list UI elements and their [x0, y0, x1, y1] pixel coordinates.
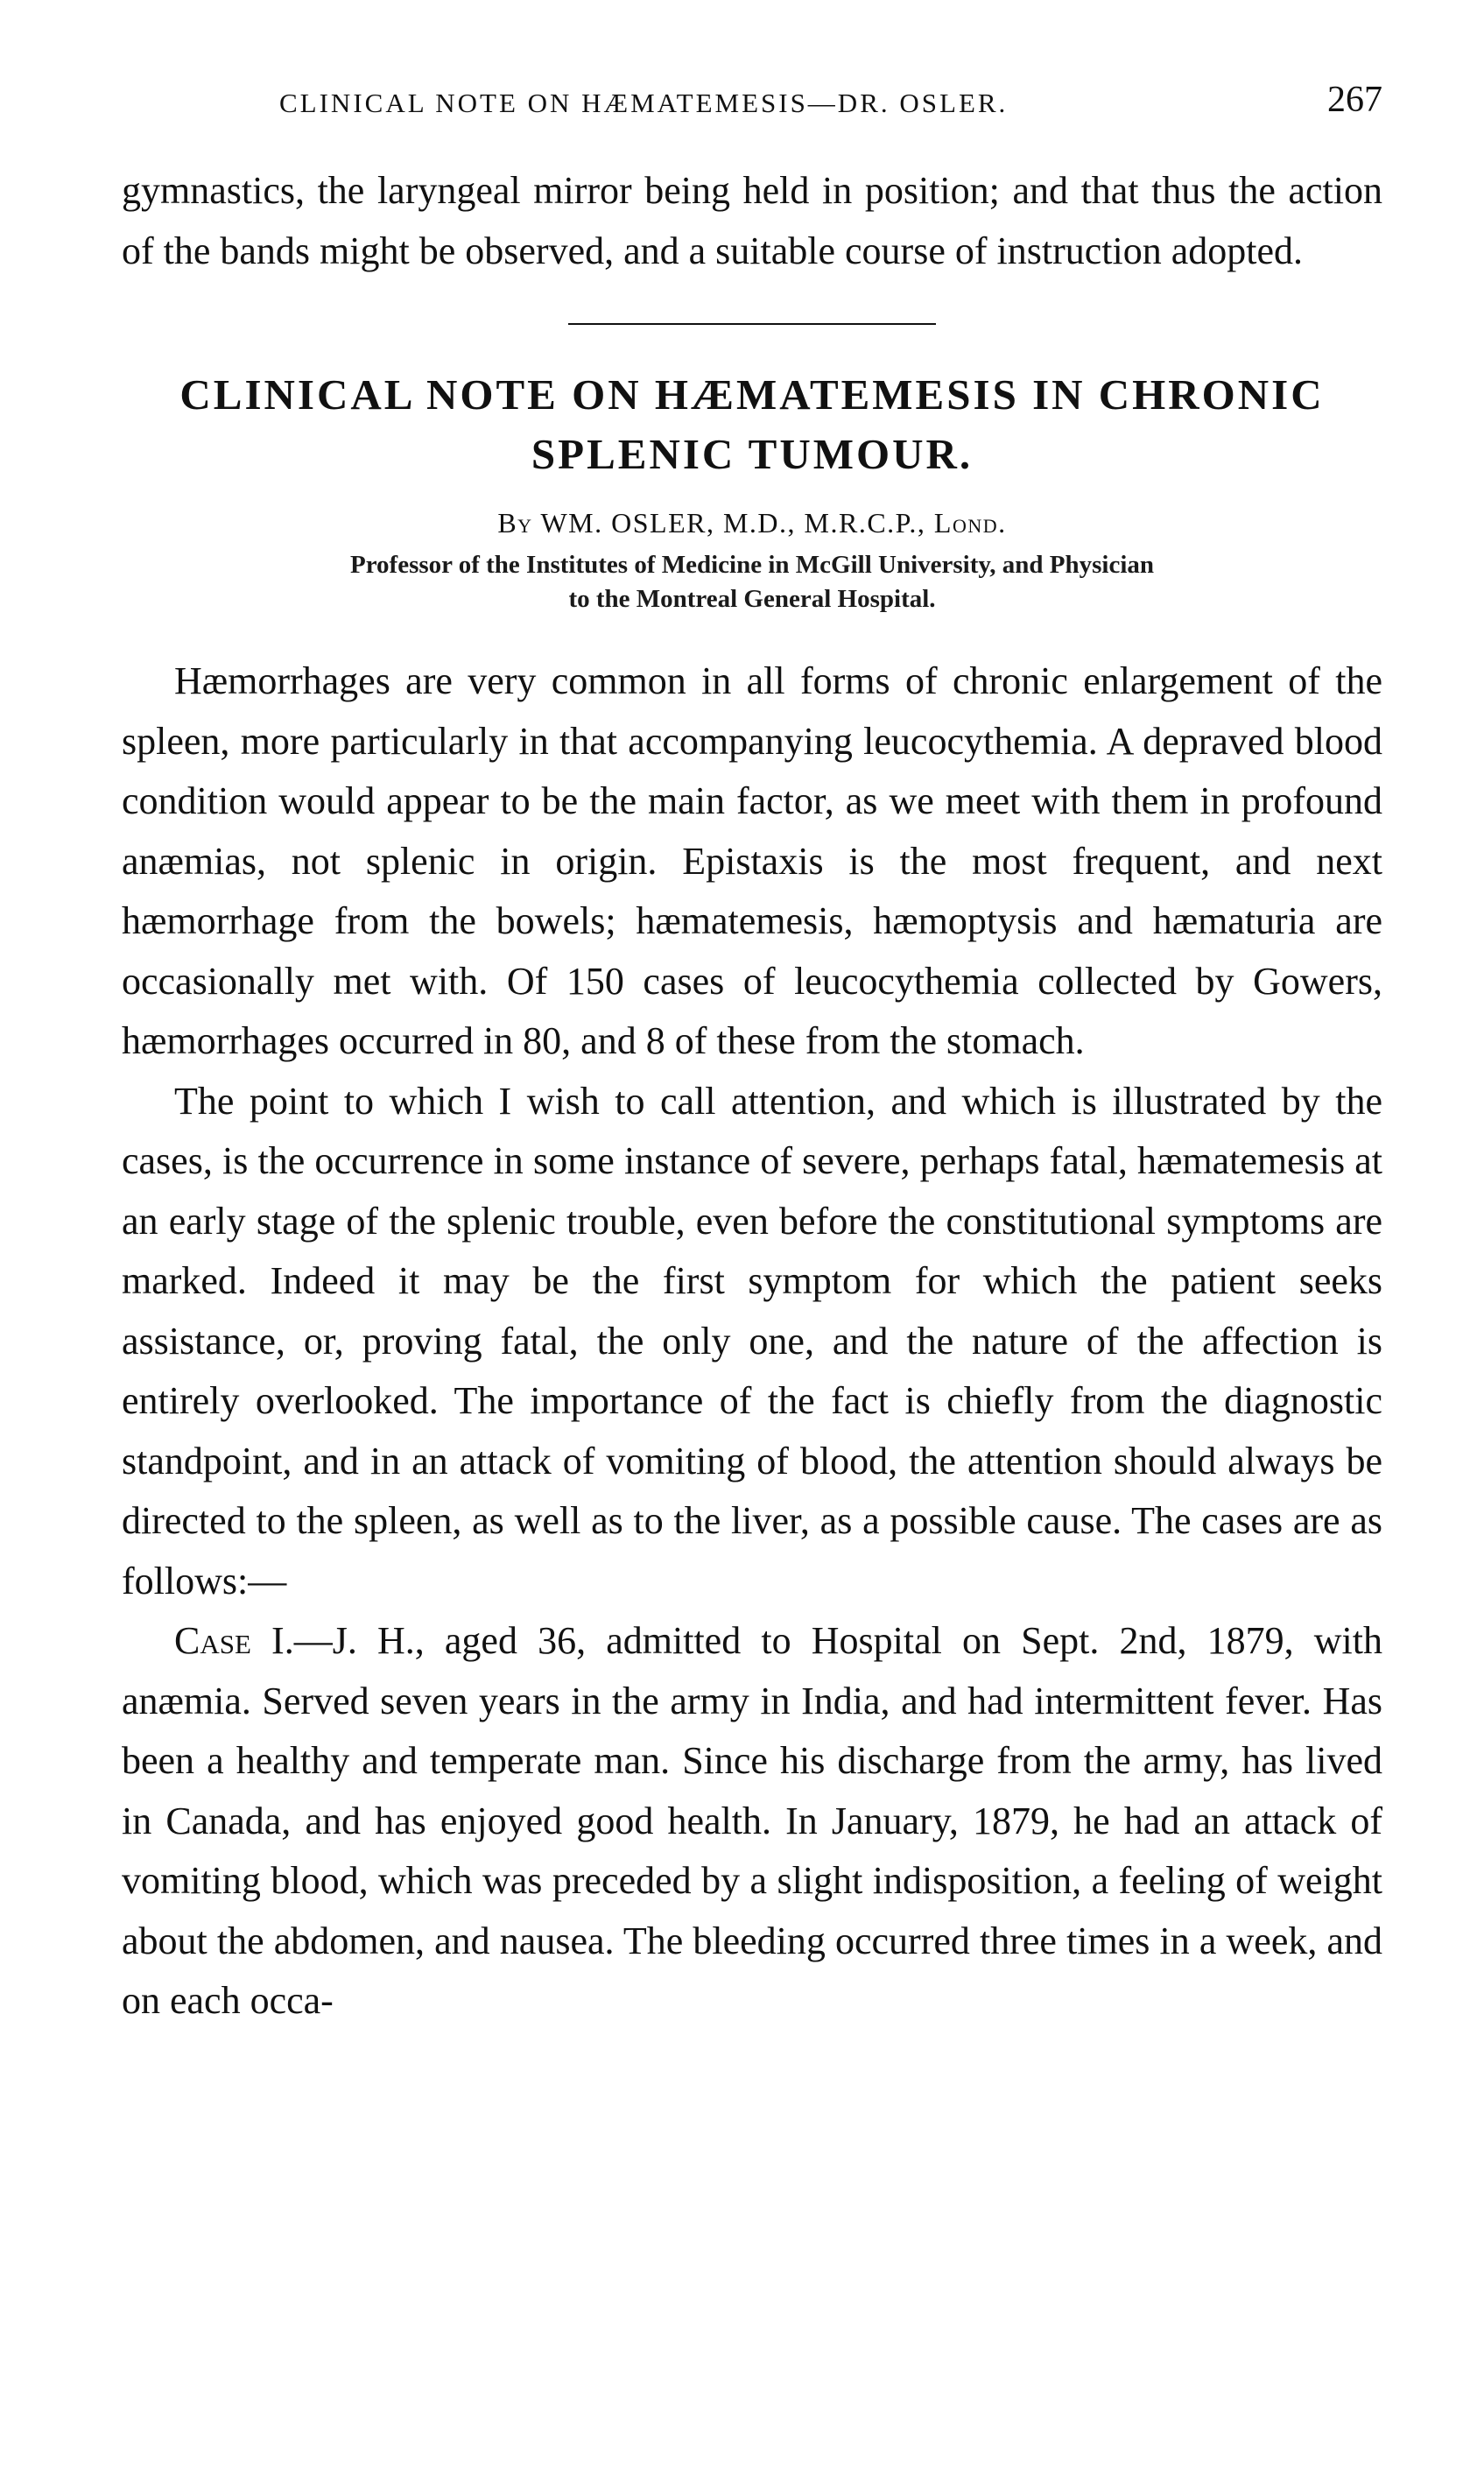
section-divider [568, 323, 936, 325]
author-affiliation [122, 548, 1382, 616]
running-head [122, 79, 1382, 131]
case-text: —J. H., aged 36, admitted to Hospital on Sept. 2nd, 1879, with anæmia. Served seven years in the army in India, and had intermittent fever. Has been a healthy and temperate man. Since his discharge from the army, has lived in Canada, and has enjoyed good health. In January, 1879, he had an attack of vomiting blood, which was preceded by a slight indisposition, a feeling of weight about the abdomen, and nausea. The bleeding occurred three times in a week, and on each occa- [122, 1619, 1382, 2022]
affiliation-line-1: Professor of the Institutes of Medicine in McGill University, and Physician [349, 551, 1155, 579]
case-paragraph [122, 1611, 1382, 2032]
body-paragraph-2: The point to which I wish to call attention, and which is illustrated by the cases, is the occurrence in some instance of severe, perhaps fatal, hæmatemesis at an early stage of the splenic trouble, even before the constitutional symptoms are marked. Indeed it may be the first symptom for which the patient seeks assistance, or, proving fatal, the only one, and the nature of the affection is entirely overlooked. The importance of the fact is chiefly from the diagnostic standpoint, and in an attack of vomiting of blood, the attention should always be directed to the spleen, as well as to the liver, as a possible cause. The cases are as follows:— [122, 1079, 1382, 1602]
author-byline: By WM. OSLER, M.D., M.R.C.P., Lond. [497, 507, 1007, 539]
article-title [122, 365, 1382, 484]
body-paragraph-1: Hæmorrhages are very common in all forms of chronic enlargement of the spleen, more particularly in that accompanying leucocythemia. A depraved blood condition would appear to be the main factor, as we meet with them in profound anæmias, not splenic in origin. Epistaxis is the most frequent, and next hæmorrhage from the bowels; hæmatemesis, hæmoptysis and hæmaturia are occasionally met with. Of 150 cases of leucocythemia collected by Gowers, hæmorrhages occurred in 80, and 8 of these from the stomach. [122, 659, 1382, 1062]
article-title-line-1: CLINICAL NOTE ON HÆMATEMESIS IN CHRONIC [179, 370, 1325, 419]
article-title-line-2: SPLENIC TUMOUR. [531, 430, 974, 478]
document-page [122, 79, 1382, 2032]
page-number: 267 [1327, 80, 1382, 120]
continuation-paragraph: gymnastics, the laryngeal mirror being held in position; and that thus the action of the bands might be observed, and a suitable course of instruction adopted. [122, 169, 1382, 272]
running-title: CLINICAL NOTE ON HÆMATEMESIS—DR. OSLER. [279, 88, 1009, 118]
affiliation-line-2: to the Montreal General Hospital. [568, 585, 936, 613]
case-label: Case I. [174, 1619, 294, 1662]
